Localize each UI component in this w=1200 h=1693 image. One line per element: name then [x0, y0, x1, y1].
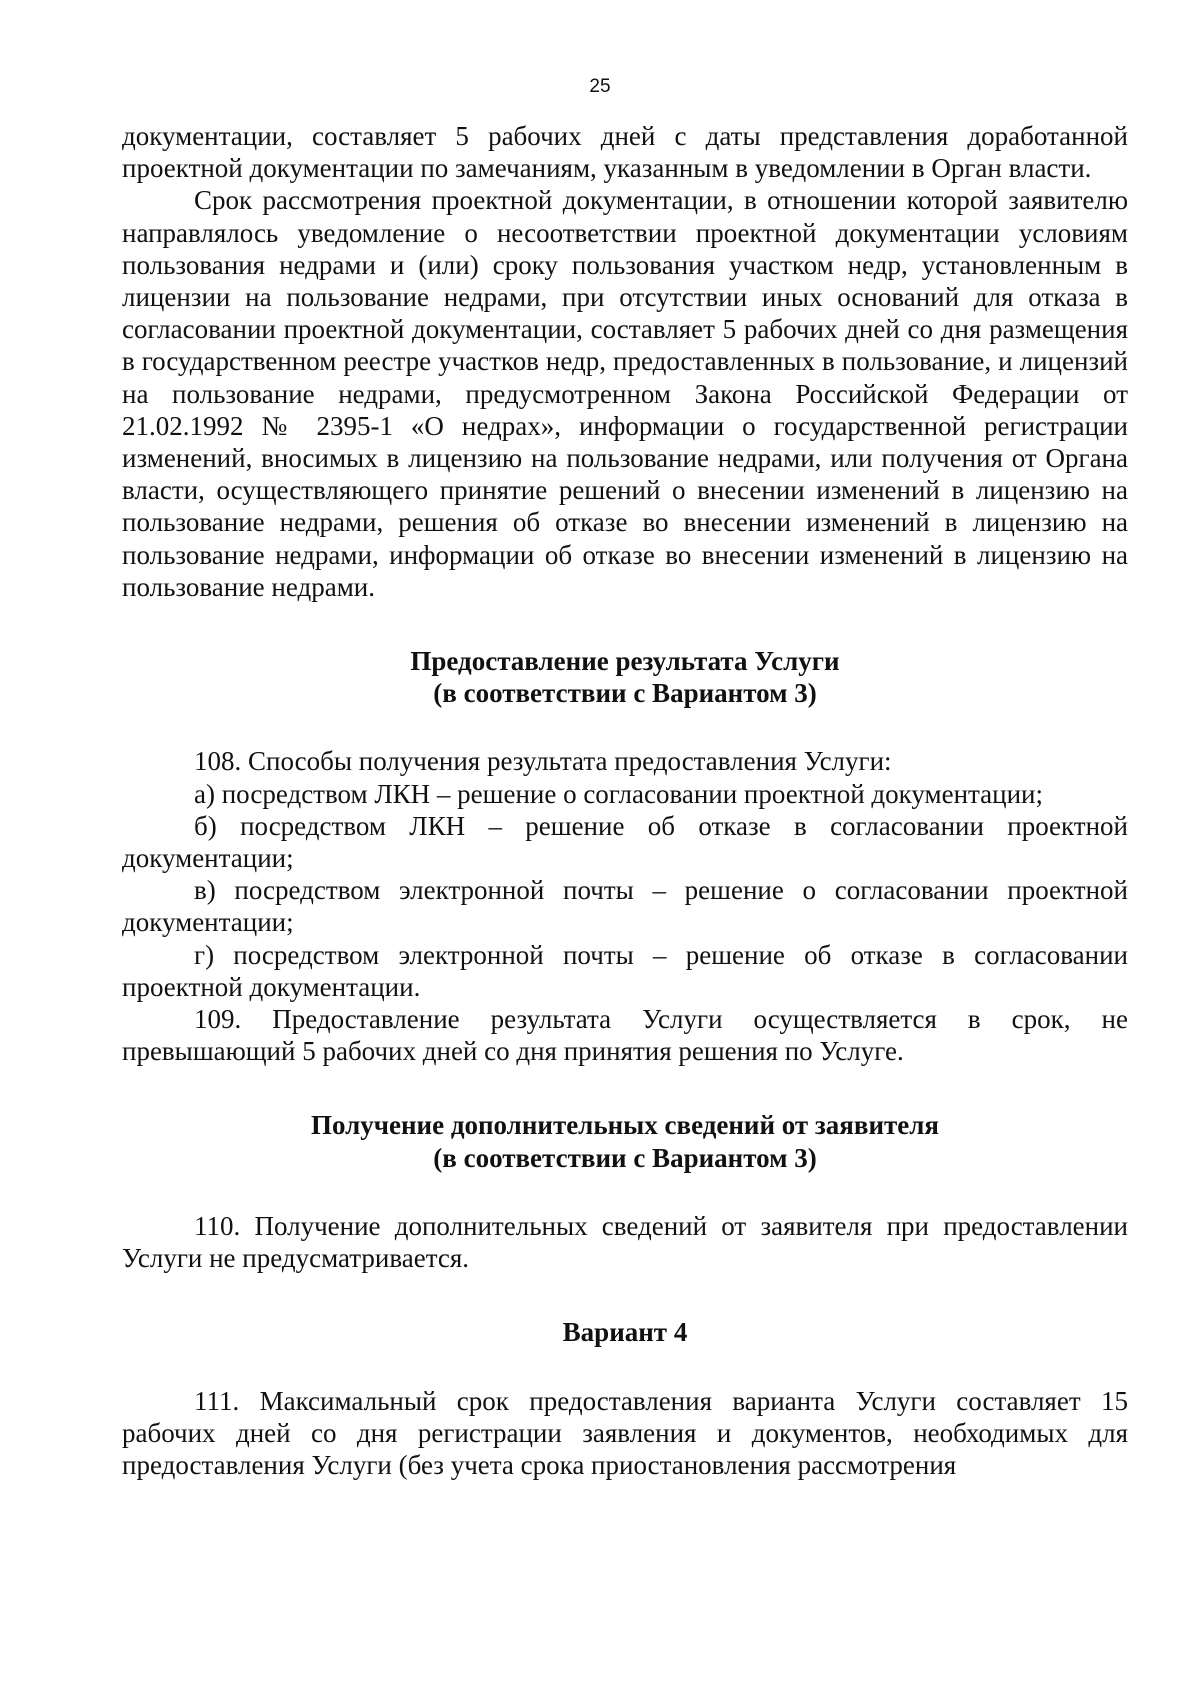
clause-111: 111. Максимальный срок предоставления варианта Услуги составляет 15 рабочих дней со дня регистрации заявления и документов, необходимых для предоставления Услуги (без учета срока приостановления рассмотрения — [122, 1385, 1128, 1480]
clause-110: 110. Получение дополнительных сведений от заявителя при предоставлении Услуги не предусматривается. — [122, 1210, 1128, 1274]
clause-109: 109. Предоставление результата Услуги осуществляется в срок, не превышающий 5 рабочих дней со дня принятия решения по Услуге. — [122, 1004, 1128, 1067]
document-body — [122, 120, 1128, 1481]
paragraph-continuation: документации, составляет 5 рабочих дней с даты представления доработанной проектной документации по замечаниям, указанным в уведомлении в Орган власти. — [122, 121, 1128, 184]
paragraph-review-term: Срок рассмотрения проектной документации, в отношении которой заявителю направлялось уведомление о несоответствии проектной документации условиям пользования недрами и (или) сроку пользования участком недр, установленным в лицензии на пользование недрами, при отсутствии иных оснований для отказа в согласовании проектной документации, составляет 5 рабочих дней со дня размещения в государственном реестре участков недр, предоставленных в пользование, и лицензий на пользование недрами, предусмотренном Закона Российской Федерации от 21.02.1992 № 2395-1 «О недрах», информации о государственной регистрации изменений, вносимых в лицензию на пользование недрами, или получения от Органа власти, осуществляющего принятие решений о внесении изменений в лицензию на пользование недрами, решения об отказе во внесении изменений в лицензию на пользование недрами, информации об отказе во внесении изменений в лицензию на пользование недрами. — [122, 185, 1128, 602]
clause-108-item-a: а) посредством ЛКН – решение о согласовании проектной документации; — [194, 778, 1043, 809]
section-heading-additional-info — [122, 1109, 1128, 1173]
clause-108-item-v: в) посредством электронной почты – решение о согласовании проектной документации; — [122, 875, 1128, 938]
clause-108-item-g: г) посредством электронной почты – решение об отказе в согласовании проектной документации. — [122, 939, 1128, 1002]
section-heading-result — [122, 645, 1128, 709]
page-number: 25 — [589, 76, 611, 97]
section-heading-additional-info-line1: Получение дополнительных сведений от заявителя — [310, 1110, 940, 1141]
clause-108-item-b: б) посредством ЛКН – решение об отказе в согласовании проектной документации; — [122, 810, 1128, 874]
section-heading-variant-4: Вариант 4 — [562, 1317, 688, 1348]
section-heading-result-line1: Предоставление результата Услуги — [410, 646, 840, 677]
section-heading-additional-info-line2: (в соответствии с Вариантом 3) — [433, 1142, 817, 1173]
clause-108: 108. Способы получения результата предоставления Услуги: — [194, 746, 892, 777]
section-heading-result-line2: (в соответствии с Вариантом 3) — [433, 678, 817, 709]
